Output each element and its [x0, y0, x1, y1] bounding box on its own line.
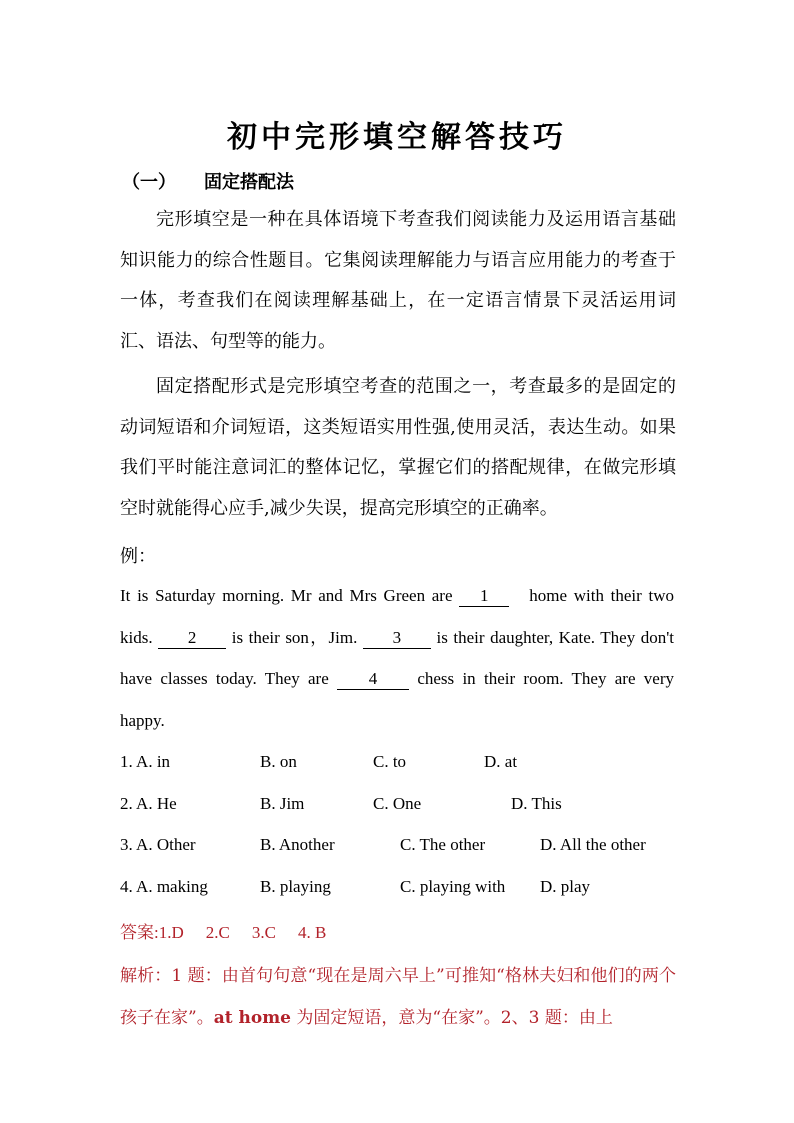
option: 3. A. Other [120, 835, 196, 854]
option: 2. A. He [120, 794, 177, 813]
option-row-1 [120, 752, 680, 776]
analysis-paragraph [120, 955, 676, 1039]
passage-text: It is Saturday morning. Mr and Mrs Green are [120, 586, 453, 605]
option: C. playing with [400, 877, 506, 896]
option: C. One [373, 794, 422, 813]
option: B. Jim [260, 794, 305, 813]
example-label: 例： [120, 546, 156, 567]
answer-3: 3.C [251, 923, 276, 942]
option: C. to [373, 752, 407, 771]
option-row-2 [120, 794, 680, 818]
analysis-text: 解析：1 题：由首句句意“现在是周六早上”可推知“格林夫妇和他们的两个孩子在家”。 [120, 966, 676, 1028]
option: D. at [484, 752, 518, 771]
section-label: 固定搭配法 [204, 172, 294, 193]
option-row-4 [120, 877, 680, 901]
answer-label: 答案:1.D [120, 923, 184, 942]
page-title: 初中完形填空解答技巧 [227, 120, 567, 155]
blank-2: 2 [158, 628, 226, 649]
section-number: （一） [122, 172, 176, 193]
analysis-phrase: at home [213, 1008, 291, 1028]
method-paragraph: 固定搭配形式是完形填空考查的范围之一，考查最多的是固定的动词短语和介词短语，这类短语实用性强,使用灵活，表达生动。如果我们平时能注意词汇的整体记忆，掌握它们的搭配规律，在做完形填空时就能得心应手,减少失误，提高完形填空的正确率。 [120, 376, 676, 519]
example-passage [120, 575, 674, 741]
option: C. The other [400, 835, 486, 854]
answer-2: 2.C [205, 923, 230, 942]
option: D. This [511, 794, 562, 813]
section-heading [122, 168, 294, 194]
blank-1: 1 [459, 586, 509, 607]
passage-text: home with their two kids. [120, 586, 675, 647]
blank-4: 4 [337, 669, 409, 690]
blank-3: 3 [363, 628, 431, 649]
passage-text: is their daughter, Kate. They don't have classes today. They are [120, 627, 675, 688]
option: D. All the other [540, 835, 646, 854]
option: B. on [260, 752, 297, 771]
answer-4: 4. B [297, 923, 327, 942]
passage-text: chess in their room. They are very happy. [120, 669, 674, 730]
option-row-3 [120, 835, 680, 859]
option: 4. A. making [120, 877, 208, 896]
option: D. play [540, 877, 591, 896]
passage-text: is their son，Jim. [231, 627, 358, 647]
answer-line [120, 918, 348, 943]
analysis-text: 为固定短语，意为“在家”。2、3 题：由上 [291, 1008, 613, 1028]
option: B. playing [260, 877, 331, 896]
option: B. Another [260, 835, 335, 854]
option: 1. A. in [120, 752, 171, 771]
intro-paragraph: 完形填空是一种在具体语境下考查我们阅读能力及运用语言基础知识能力的综合性题目。它集阅读理解能力与语言应用能力的考查于一体，考查我们在阅读理解基础上，在一定语言情景下灵活运用词汇、语法、句型等的能力。 [120, 209, 676, 352]
